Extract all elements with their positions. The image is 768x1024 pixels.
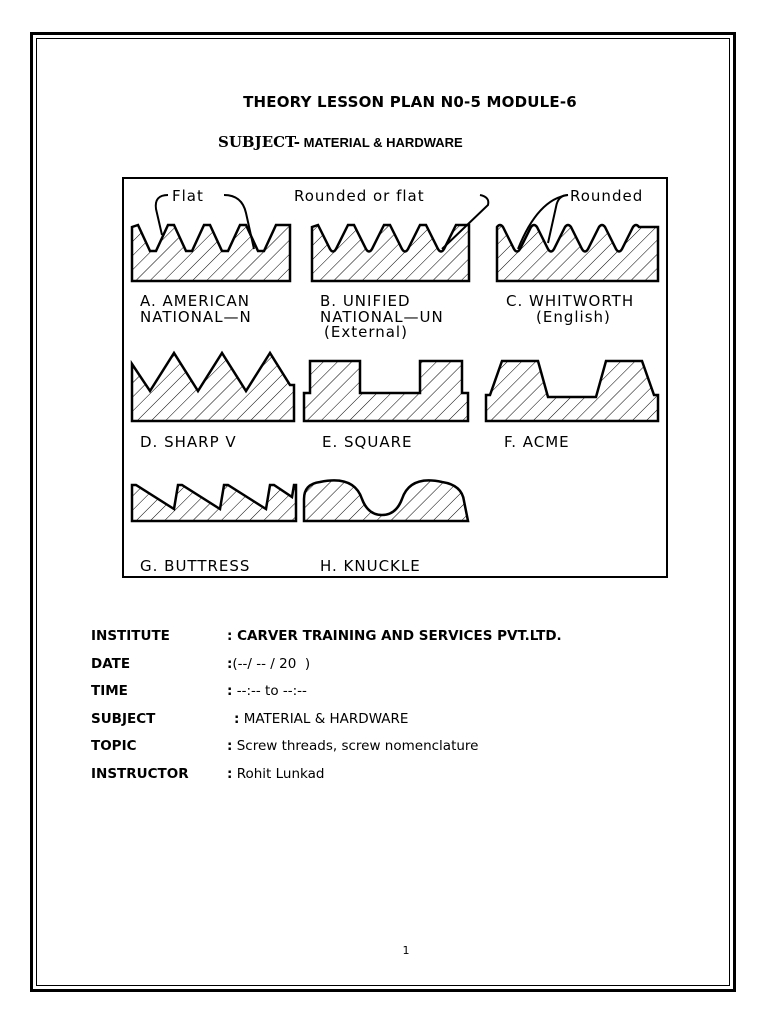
callout-rounded-or-flat: Rounded or flat (294, 187, 425, 205)
caption-d: D. SHARP V (140, 433, 237, 451)
lesson-details (91, 628, 691, 793)
thread-profile-square (304, 361, 468, 421)
thread-profile-american-national (132, 225, 290, 281)
caption-a-line1: A. AMERICAN (140, 292, 251, 310)
document-title: THEORY LESSON PLAN N0-5 MODULE-6 (243, 93, 577, 111)
screw-thread-types-figure (122, 177, 668, 578)
detail-value: : Screw threads, screw nomenclature (227, 738, 479, 754)
caption-c-line2: (English) (536, 308, 611, 326)
detail-key: SUBJECT (91, 710, 156, 727)
caption-b-line2: NATIONAL—UN (320, 308, 444, 326)
detail-key: TIME (91, 683, 128, 699)
page-number: 1 (402, 944, 410, 957)
caption-g: G. BUTTRESS (140, 557, 251, 575)
detail-row-time (91, 683, 691, 711)
subject-heading (218, 133, 463, 151)
detail-row-institute (91, 628, 691, 656)
thread-profile-unified-national (312, 225, 469, 281)
detail-row-subject (91, 711, 691, 739)
caption-f: F. ACME (504, 433, 570, 451)
thread-profile-whitworth (497, 225, 658, 281)
subject-heading-value: MATERIAL & HARDWARE (299, 135, 463, 150)
thread-profile-buttress (132, 485, 296, 521)
detail-value: : Rohit Lunkad (227, 765, 325, 782)
thread-profile-knuckle (304, 480, 468, 521)
detail-value: : CARVER TRAINING AND SERVICES PVT.LTD. (227, 628, 562, 644)
caption-h: H. KNUCKLE (320, 557, 421, 575)
detail-key: DATE (91, 655, 131, 672)
thread-profile-sharp-v (132, 353, 294, 421)
caption-b-line3: (External) (324, 323, 408, 341)
detail-value: : --:-- to --:-- (227, 683, 307, 699)
detail-value: :(--/ -- / 20 ) (227, 655, 311, 672)
detail-key: INSTITUTE (91, 628, 170, 644)
thread-profile-acme (486, 361, 658, 421)
caption-a-line2: NATIONAL—N (140, 308, 252, 326)
subject-heading-lead: SUBJECT- (218, 133, 300, 151)
callout-flat: Flat (172, 187, 204, 205)
callout-rounded: Rounded (570, 187, 644, 205)
detail-key: INSTRUCTOR (91, 765, 189, 782)
detail-key: TOPIC (91, 738, 137, 754)
detail-row-topic (91, 738, 691, 766)
detail-row-date (91, 656, 691, 684)
caption-e: E. SQUARE (322, 433, 413, 451)
detail-value: : MATERIAL & HARDWARE (234, 710, 409, 727)
detail-row-instructor (91, 766, 691, 794)
caption-b-line1: B. UNIFIED (320, 292, 411, 310)
caption-c-line1: C. WHITWORTH (506, 292, 635, 310)
